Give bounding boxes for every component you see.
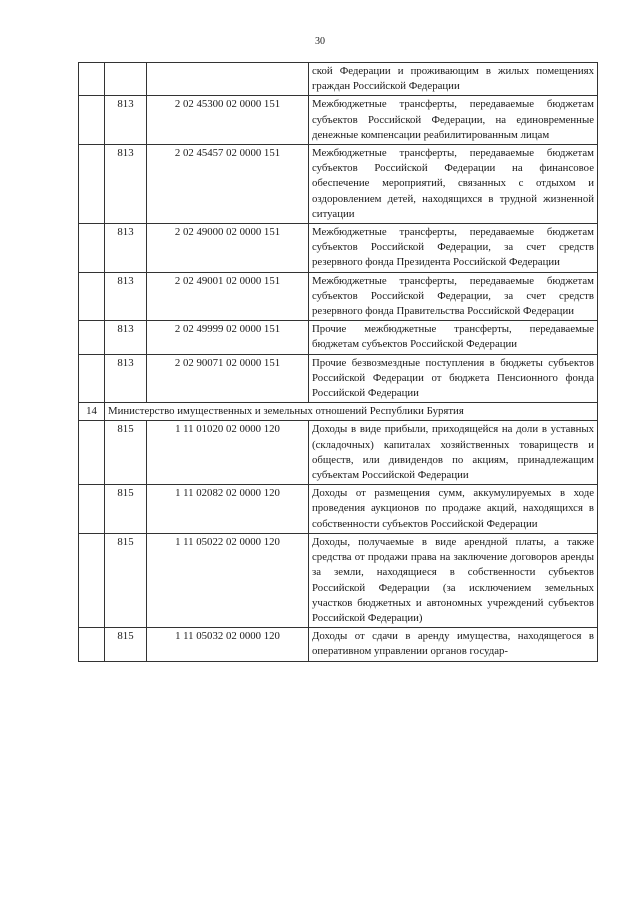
admin-code-cell: 813 (105, 354, 147, 403)
description-cell: Межбюджетные трансферты, передаваемые бюджетам субъектов Российской Федерации на финансовое обеспечение мероприятий, связанных с отдыхом и оздоровлением детей, находящихся в трудной жизненной ситуации (309, 145, 598, 224)
revenue-code-cell: 2 02 45457 02 0000 151 (147, 145, 309, 224)
table-body (79, 63, 598, 662)
admin-code-cell: 813 (105, 272, 147, 321)
description-cell: ской Федерации и проживающим в жилых помещениях граждан Российской Федерации (309, 63, 598, 96)
description-cell: Прочие межбюджетные трансферты, передаваемые бюджетам субъектов Российской Федерации (309, 321, 598, 354)
page-number: 30 (315, 36, 325, 47)
table-row (79, 96, 598, 145)
revenue-code-cell: 1 11 02082 02 0000 120 (147, 485, 309, 534)
table-row (79, 224, 598, 273)
description-cell: Доходы, получаемые в виде арендной платы, а также средства от продажи права на заключение договоров аренды за земли, находящиеся в собственности субъектов Российской Федерации (за исключением земельных участков бюджетных и автономных учреждений субъектов Российской Федерации) (309, 533, 598, 627)
admin-code-cell: 813 (105, 145, 147, 224)
number-cell (79, 628, 105, 661)
revenue-code-cell: 2 02 45300 02 0000 151 (147, 96, 309, 145)
admin-code-cell: 815 (105, 485, 147, 534)
number-cell (79, 272, 105, 321)
ministry-row (79, 403, 598, 421)
admin-code-cell: 815 (105, 421, 147, 485)
revenue-code-cell: 1 11 05022 02 0000 120 (147, 533, 309, 627)
admin-code-cell: 813 (105, 96, 147, 145)
table-row (79, 272, 598, 321)
number-cell (79, 145, 105, 224)
description-cell: Доходы от сдачи в аренду имущества, находящегося в оперативном управлении органов государ- (309, 628, 598, 661)
description-cell: Межбюджетные трансферты, передаваемые бюджетам субъектов Российской Федерации, за счет средств резервного фонда Президента Российской Федерации (309, 224, 598, 273)
revenue-code-cell (147, 63, 309, 96)
number-cell (79, 485, 105, 534)
revenue-code-cell: 2 02 49001 02 0000 151 (147, 272, 309, 321)
description-cell: Межбюджетные трансферты, передаваемые бюджетам субъектов Российской Федерации, на единовременные денежные компенсации реабилитированным лицам (309, 96, 598, 145)
number-cell (79, 63, 105, 96)
description-cell: Доходы от размещения сумм, аккумулируемых в ходе проведения аукционов по продаже акций, находящихся в собственности субъектов Российской Федерации (309, 485, 598, 534)
revenue-code-cell: 2 02 49999 02 0000 151 (147, 321, 309, 354)
revenue-code-cell: 2 02 90071 02 0000 151 (147, 354, 309, 403)
admin-code-cell: 815 (105, 533, 147, 627)
table-row (79, 485, 598, 534)
number-cell (79, 533, 105, 627)
ministry-number: 14 (79, 403, 105, 421)
table-row (79, 628, 598, 661)
table-row (79, 421, 598, 485)
admin-code-cell: 813 (105, 321, 147, 354)
revenue-code-cell: 2 02 49000 02 0000 151 (147, 224, 309, 273)
revenue-code-cell: 1 11 01020 02 0000 120 (147, 421, 309, 485)
table-row (79, 63, 598, 96)
admin-code-cell: 813 (105, 224, 147, 273)
description-cell: Прочие безвозмездные поступления в бюджеты субъектов Российской Федерации от бюджета Пенсионного фонда Российской Федерации (309, 354, 598, 403)
number-cell (79, 96, 105, 145)
description-cell: Межбюджетные трансферты, передаваемые бюджетам субъектов Российской Федерации, за счет средств резервного фонда Правительства Российской Федерации (309, 272, 598, 321)
ministry-title: Министерство имущественных и земельных отношений Республики Бурятия (105, 403, 598, 421)
revenue-code-table (78, 62, 598, 662)
table-row (79, 145, 598, 224)
admin-code-cell: 815 (105, 628, 147, 661)
admin-code-cell (105, 63, 147, 96)
number-cell (79, 354, 105, 403)
number-cell (79, 421, 105, 485)
table-row (79, 533, 598, 627)
revenue-code-cell: 1 11 05032 02 0000 120 (147, 628, 309, 661)
table-row (79, 354, 598, 403)
number-cell (79, 321, 105, 354)
table-row (79, 321, 598, 354)
number-cell (79, 224, 105, 273)
description-cell: Доходы в виде прибыли, приходящейся на доли в уставных (складочных) капиталах хозяйственных товариществ и обществ, или дивидендов по акциям, принадлежащим субъектам Российской Федерации (309, 421, 598, 485)
